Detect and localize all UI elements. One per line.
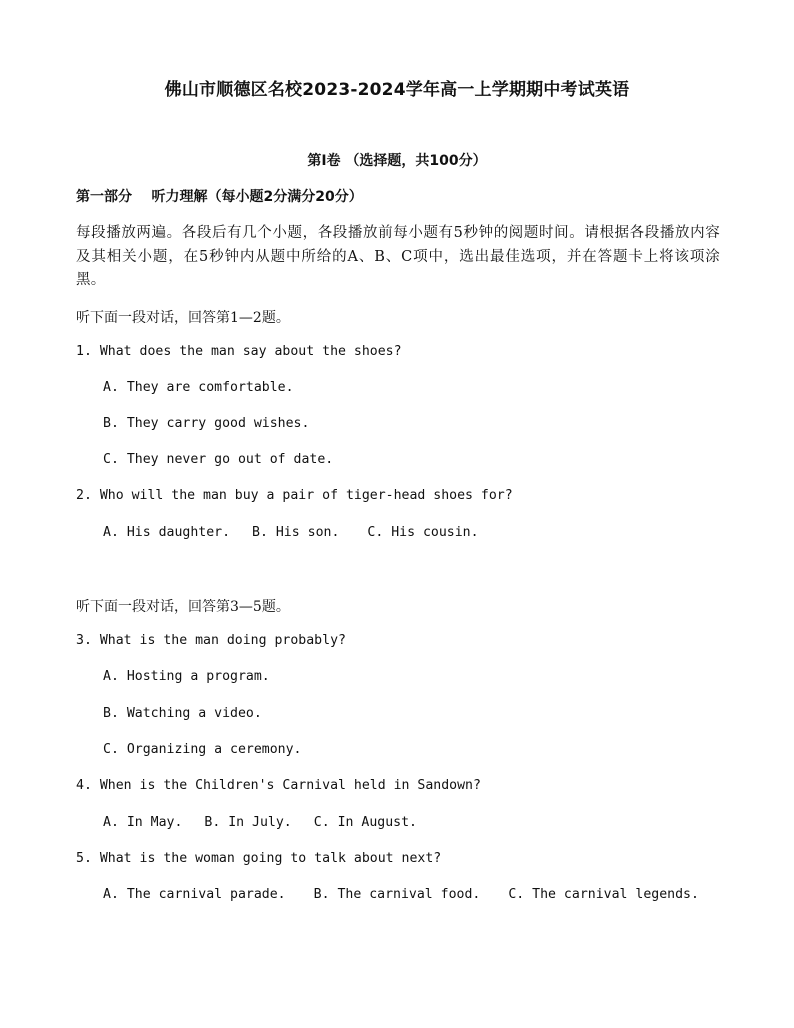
question-2-option-a: A. His daughter. — [103, 525, 231, 540]
question-5-option-c: C. The carnival legends. — [508, 887, 699, 902]
question-2: 2. Who will the man buy a pair of tiger-head shoes for? — [76, 488, 513, 503]
question-5: 5. What is the woman going to talk about next? — [76, 851, 442, 866]
question-5-options — [103, 887, 699, 902]
question-1-option-a: A. They are comfortable. — [103, 380, 294, 395]
question-2-option-b: B. His son. — [252, 525, 340, 540]
part-name: 第一部分 — [76, 189, 132, 205]
question-5-option-b: B. The carnival food. — [313, 887, 481, 902]
question-3-option-c: C. Organizing a ceremony. — [103, 742, 302, 757]
question-3-option-a: A. Hosting a program. — [103, 669, 270, 684]
question-1-option-b: B. They carry good wishes. — [103, 416, 310, 431]
question-4-option-b: B. In July. — [204, 815, 292, 830]
section-prompt-1: 听下面一段对话，回答第1—2题。 — [76, 310, 290, 326]
instructions-paragraph: 每段播放两遍。各段后有几个小题，各段播放前每小题有5秒钟的阅题时间。请根据各段播放内容及其相关小题，在5秒钟内从题中所给的A、B、C项中，选出最佳选项，并在答题卡上将该项涂黑。 — [76, 225, 720, 288]
part-heading — [76, 186, 363, 206]
question-2-options — [103, 525, 479, 540]
question-4-option-c: C. In August. — [313, 815, 417, 830]
question-4-options — [103, 815, 417, 830]
question-1: 1. What does the man say about the shoes? — [76, 344, 402, 359]
question-1-option-c: C. They never go out of date. — [103, 452, 334, 467]
question-4-option-a: A. In May. — [103, 815, 183, 830]
part-title: 听力理解（每小题2分满分20分） — [151, 189, 363, 205]
question-3-option-b: B. Watching a video. — [103, 706, 262, 721]
question-4: 4. When is the Children's Carnival held in Sandown? — [76, 778, 481, 793]
question-2-option-c: C. His cousin. — [367, 525, 479, 540]
question-5-option-a: A. The carnival parade. — [103, 887, 286, 902]
section-prompt-2: 听下面一段对话，回答第3—5题。 — [76, 599, 290, 615]
question-3: 3. What is the man doing probably? — [76, 633, 346, 648]
document-title: 佛山市顺德区名校2023-2024学年高一上学期期中考试英语 — [164, 80, 630, 100]
volume-heading: 第Ⅰ卷 （选择题，共100分） — [307, 153, 487, 169]
